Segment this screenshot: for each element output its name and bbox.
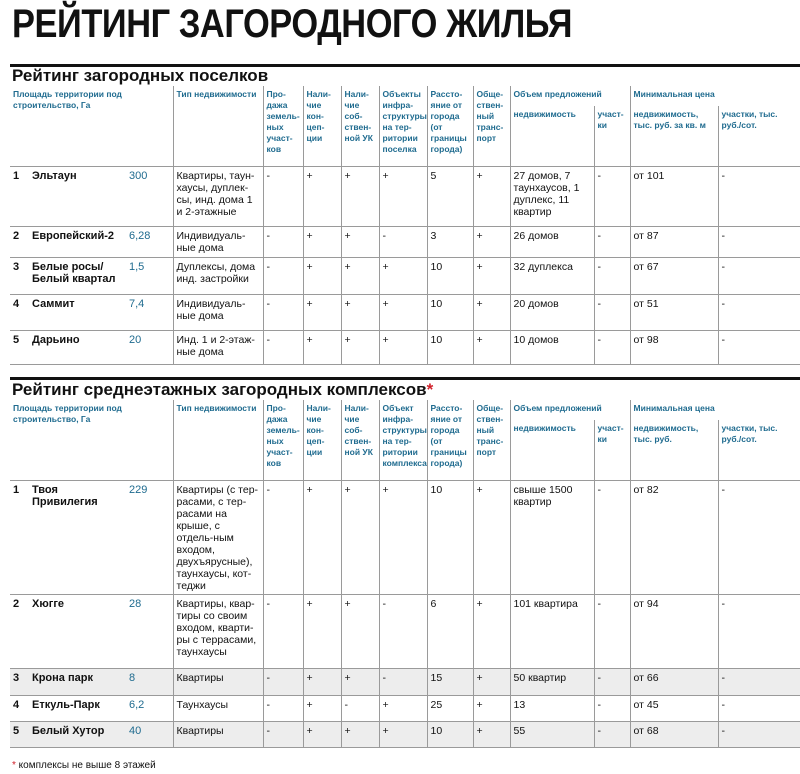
infra-mark: + xyxy=(379,166,427,226)
row-number: 5 xyxy=(10,721,32,747)
area-value: 20 xyxy=(127,330,173,364)
header-infra: Объекты инфра-структуры на тер-ритории поселка xyxy=(379,86,427,166)
header-transport: Обще-ствен-ный транс-порт xyxy=(473,86,510,166)
project-name: Еткуль-Парк xyxy=(32,695,127,721)
infra-mark: + xyxy=(379,480,427,594)
uk-mark: + xyxy=(341,257,379,294)
transport-mark: + xyxy=(473,166,510,226)
header-minprice-plots: участки, тыс. руб./сот. xyxy=(718,420,800,480)
realty-type: Квартиры xyxy=(173,721,263,747)
section1-title: Рейтинг загородных поселков xyxy=(12,66,269,85)
header-sale: Про-дажа земель-ных участ-ков xyxy=(263,400,303,480)
area-value: 40 xyxy=(127,721,173,747)
sale-mark: - xyxy=(263,668,303,695)
area-value: 8 xyxy=(127,668,173,695)
price-realty: от 101 xyxy=(630,166,718,226)
price-realty: от 68 xyxy=(630,721,718,747)
area-value: 229 xyxy=(127,480,173,594)
table-row xyxy=(10,480,800,594)
row-number: 1 xyxy=(10,480,32,594)
offer-plots: - xyxy=(594,294,630,330)
area-value: 6,28 xyxy=(127,226,173,257)
price-plots: - xyxy=(718,721,800,747)
project-name: Крона парк xyxy=(32,668,127,695)
area-value: 1,5 xyxy=(127,257,173,294)
row-number: 2 xyxy=(10,594,32,668)
concept-mark: + xyxy=(303,695,341,721)
offer-plots: - xyxy=(594,166,630,226)
concept-mark: + xyxy=(303,294,341,330)
section2-title-text: Рейтинг среднеэтажных загородных комплексов xyxy=(12,380,427,399)
row-number: 5 xyxy=(10,330,32,364)
sale-mark: - xyxy=(263,695,303,721)
header-minprice-plots: участки, тыс. руб./сот. xyxy=(718,106,800,166)
infra-mark: + xyxy=(379,257,427,294)
section2-title xyxy=(12,380,433,400)
price-plots: - xyxy=(718,594,800,668)
row-number: 4 xyxy=(10,695,32,721)
price-plots: - xyxy=(718,695,800,721)
price-realty: от 98 xyxy=(630,330,718,364)
page-title: РЕЙТИНГ ЗАГОРОДНОГО ЖИЛЬЯ xyxy=(12,2,573,46)
infra-mark: - xyxy=(379,226,427,257)
header-type: Тип недвижимости xyxy=(173,400,263,480)
price-realty: от 87 xyxy=(630,226,718,257)
row-number: 4 xyxy=(10,294,32,330)
uk-mark: + xyxy=(341,668,379,695)
header-uk: Нали-чие соб-ствен-ной УК xyxy=(341,400,379,480)
price-plots: - xyxy=(718,166,800,226)
sale-mark: - xyxy=(263,226,303,257)
price-realty: от 82 xyxy=(630,480,718,594)
sale-mark: - xyxy=(263,480,303,594)
offer-realty: 26 домов xyxy=(510,226,594,257)
project-name: Европейский-2 xyxy=(32,226,127,257)
concept-mark: + xyxy=(303,668,341,695)
offer-realty: 50 квартир xyxy=(510,668,594,695)
offer-realty: 13 xyxy=(510,695,594,721)
header-offer-plots: участ-ки xyxy=(594,106,630,166)
price-plots: - xyxy=(718,226,800,257)
concept-mark: + xyxy=(303,226,341,257)
project-name: Твоя Привилегия xyxy=(32,480,127,594)
concept-mark: + xyxy=(303,257,341,294)
header-area: Площадь территории под строительство, Га xyxy=(10,400,173,480)
sale-mark: - xyxy=(263,330,303,364)
header-distance: Рассто-яние от города (от границы города) xyxy=(427,400,473,480)
infra-mark: + xyxy=(379,330,427,364)
offer-plots: - xyxy=(594,668,630,695)
transport-mark: + xyxy=(473,668,510,695)
transport-mark: + xyxy=(473,330,510,364)
project-name: Белые росы/ Белый квартал xyxy=(32,257,127,294)
table-row xyxy=(10,166,800,226)
row-number: 3 xyxy=(10,257,32,294)
offer-realty: 101 квартира xyxy=(510,594,594,668)
header-concept: Нали-чие кон-цеп-ции xyxy=(303,400,341,480)
table-row xyxy=(10,695,800,721)
offer-plots: - xyxy=(594,330,630,364)
infra-mark: + xyxy=(379,695,427,721)
offer-plots: - xyxy=(594,257,630,294)
uk-mark: + xyxy=(341,480,379,594)
realty-type: Квартиры (с тер-расами, с тер-расами на крыше, с отдель-ным входом, двухъярусные), таунхаусы, кот-теджи xyxy=(173,480,263,594)
price-realty: от 45 xyxy=(630,695,718,721)
offer-realty: 10 домов xyxy=(510,330,594,364)
table-row xyxy=(10,668,800,695)
footnote-text: комплексы не выше 8 этажей xyxy=(15,760,156,771)
footnote-marker: * xyxy=(426,380,434,399)
distance-value: 6 xyxy=(427,594,473,668)
project-name: Белый Хутор xyxy=(32,721,127,747)
header-sale: Про-дажа земель-ных участ-ков xyxy=(263,86,303,166)
offer-realty: 55 xyxy=(510,721,594,747)
header-type: Тип недвижимости xyxy=(173,86,263,166)
realty-type: Инд. 1 и 2-этаж-ные дома xyxy=(173,330,263,364)
price-realty: от 51 xyxy=(630,294,718,330)
row-number: 1 xyxy=(10,166,32,226)
concept-mark: + xyxy=(303,721,341,747)
header-concept: Нали-чие кон-цеп-ции xyxy=(303,86,341,166)
header-offer-plots: участ-ки xyxy=(594,420,630,480)
row-number: 2 xyxy=(10,226,32,257)
footnote xyxy=(12,760,156,771)
price-plots: - xyxy=(718,480,800,594)
header-infra: Объект инфра-структуры на тер-ритории комплекса xyxy=(379,400,427,480)
header-offer: Объем предложений xyxy=(510,400,630,420)
offer-realty: свыше 1500 квартир xyxy=(510,480,594,594)
table-row xyxy=(10,594,800,668)
price-plots: - xyxy=(718,294,800,330)
price-realty: от 94 xyxy=(630,594,718,668)
realty-type: Квартиры, таун-хаусы, дуплек-сы, инд. дома 1 и 2-этажные xyxy=(173,166,263,226)
offer-plots: - xyxy=(594,721,630,747)
offer-realty: 20 домов xyxy=(510,294,594,330)
header-distance: Рассто-яние от города (от границы города) xyxy=(427,86,473,166)
realty-type: Квартиры, квар-тиры со своим входом, кварти-ры с террасами, таунхаусы xyxy=(173,594,263,668)
area-value: 300 xyxy=(127,166,173,226)
infra-mark: - xyxy=(379,668,427,695)
uk-mark: + xyxy=(341,330,379,364)
price-plots: - xyxy=(718,330,800,364)
uk-mark: - xyxy=(341,695,379,721)
price-plots: - xyxy=(718,668,800,695)
header-transport: Обще-ствен-ный транс-порт xyxy=(473,400,510,480)
realty-type: Индивидуаль-ные дома xyxy=(173,294,263,330)
sale-mark: - xyxy=(263,294,303,330)
table-row xyxy=(10,257,800,294)
uk-mark: + xyxy=(341,166,379,226)
uk-mark: + xyxy=(341,721,379,747)
distance-value: 10 xyxy=(427,294,473,330)
realty-type: Таунхаусы xyxy=(173,695,263,721)
offer-plots: - xyxy=(594,226,630,257)
header-uk: Нали-чие соб-ствен-ной УК xyxy=(341,86,379,166)
distance-value: 10 xyxy=(427,257,473,294)
sale-mark: - xyxy=(263,166,303,226)
distance-value: 10 xyxy=(427,330,473,364)
rating-table-complexes xyxy=(10,400,800,748)
uk-mark: + xyxy=(341,226,379,257)
area-value: 6,2 xyxy=(127,695,173,721)
uk-mark: + xyxy=(341,594,379,668)
transport-mark: + xyxy=(473,721,510,747)
distance-value: 3 xyxy=(427,226,473,257)
sale-mark: - xyxy=(263,594,303,668)
header-minprice: Минимальная цена xyxy=(630,86,800,106)
distance-value: 10 xyxy=(427,721,473,747)
header-area: Площадь территории под строительство, Га xyxy=(10,86,173,166)
concept-mark: + xyxy=(303,166,341,226)
distance-value: 25 xyxy=(427,695,473,721)
transport-mark: + xyxy=(473,226,510,257)
infra-mark: + xyxy=(379,294,427,330)
sale-mark: - xyxy=(263,257,303,294)
table-row xyxy=(10,294,800,330)
transport-mark: + xyxy=(473,257,510,294)
footnote-marker: * xyxy=(12,760,16,771)
infra-mark: - xyxy=(379,594,427,668)
project-name: Саммит xyxy=(32,294,127,330)
offer-plots: - xyxy=(594,480,630,594)
area-value: 7,4 xyxy=(127,294,173,330)
transport-mark: + xyxy=(473,695,510,721)
table-row xyxy=(10,226,800,257)
concept-mark: + xyxy=(303,480,341,594)
offer-plots: - xyxy=(594,695,630,721)
distance-value: 5 xyxy=(427,166,473,226)
transport-mark: + xyxy=(473,480,510,594)
transport-mark: + xyxy=(473,594,510,668)
header-minprice: Минимальная цена xyxy=(630,400,800,420)
header-minprice-realty: недвижимость, тыс. руб. xyxy=(630,420,718,480)
distance-value: 15 xyxy=(427,668,473,695)
uk-mark: + xyxy=(341,294,379,330)
project-name: Хюгге xyxy=(32,594,127,668)
price-realty: от 67 xyxy=(630,257,718,294)
price-plots: - xyxy=(718,257,800,294)
infra-mark: + xyxy=(379,721,427,747)
realty-type: Квартиры xyxy=(173,668,263,695)
row-number: 3 xyxy=(10,668,32,695)
project-name: Эльтаун xyxy=(32,166,127,226)
header-offer: Объем предложений xyxy=(510,86,630,106)
offer-realty: 32 дуплекса xyxy=(510,257,594,294)
table-row xyxy=(10,330,800,364)
offer-plots: - xyxy=(594,594,630,668)
rating-table-villages xyxy=(10,86,800,365)
transport-mark: + xyxy=(473,294,510,330)
concept-mark: + xyxy=(303,330,341,364)
header-minprice-realty: недвижимость, тыс. руб. за кв. м xyxy=(630,106,718,166)
distance-value: 10 xyxy=(427,480,473,594)
table-row xyxy=(10,721,800,747)
price-realty: от 66 xyxy=(630,668,718,695)
realty-type: Индивидуаль-ные дома xyxy=(173,226,263,257)
area-value: 28 xyxy=(127,594,173,668)
concept-mark: + xyxy=(303,594,341,668)
header-offer-realty: недвижимость xyxy=(510,106,594,166)
header-offer-realty: недвижимость xyxy=(510,420,594,480)
realty-type: Дуплексы, дома инд. застройки xyxy=(173,257,263,294)
project-name: Дарьино xyxy=(32,330,127,364)
sale-mark: - xyxy=(263,721,303,747)
offer-realty: 27 домов, 7 таунхаусов, 1 дуплекс, 11 квартир xyxy=(510,166,594,226)
